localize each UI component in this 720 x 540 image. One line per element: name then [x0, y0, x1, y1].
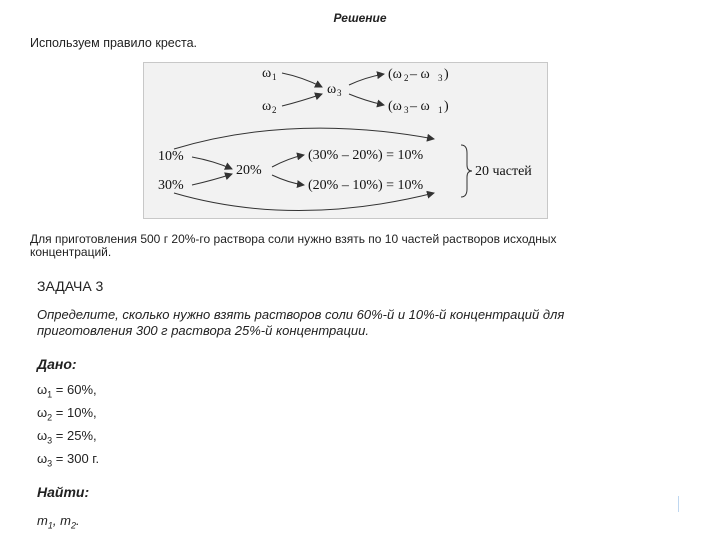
w1-symbol: ω — [262, 66, 272, 81]
given-2-subscript: 2 — [47, 412, 53, 423]
intro-text: Используем правило креста. — [30, 36, 197, 50]
m1-symbol: m — [37, 513, 48, 528]
c3-value: 20% — [236, 163, 262, 178]
c1-value: 10% — [158, 149, 184, 164]
bottom-result-close: ) — [444, 99, 449, 114]
given-3-subscript: 3 — [47, 435, 53, 446]
given-line-3 — [37, 428, 97, 446]
given-3-symbol: ω — [37, 428, 48, 443]
solution-description: Для приготовления 500 г 20%-го раствора соли нужно взять по 10 частей растворов исходных концентраций. — [30, 232, 557, 259]
given-1-subscript: 1 — [47, 389, 53, 400]
top-result-open: (ω — [388, 67, 402, 82]
top-result-mid: – ω — [410, 67, 430, 82]
w3-subscript: 3 — [337, 88, 342, 98]
answer-separator: , — [52, 513, 61, 528]
given-2-symbol: ω — [37, 405, 48, 420]
given-4-symbol: ω — [37, 451, 48, 466]
arrow-c2-to-c3 — [192, 174, 232, 185]
arrow-w2-to-w3 — [282, 94, 322, 106]
text-cursor-mark — [678, 496, 679, 512]
task-condition: Определите, сколько нужно взять растворов соли 60%-й и 10%-й концентраций для приготовления 300 г раствора 25%-й концентрации. — [37, 307, 565, 338]
arrow-w3-to-top — [349, 74, 384, 85]
given-4-value: = 300 г. — [52, 451, 100, 466]
top-result-sub-b: 3 — [438, 73, 443, 83]
row2-equation: (20% – 10%) = 10% — [308, 178, 424, 193]
arrow-c3-to-row2 — [272, 175, 304, 185]
answer-end: . — [75, 513, 80, 528]
find-heading: Найти: — [37, 484, 90, 500]
w3-symbol: ω — [327, 82, 337, 97]
long-arrow-bottom — [174, 193, 434, 211]
bottom-result-mid: – ω — [410, 99, 430, 114]
given-4-subscript: 3 — [47, 458, 53, 469]
curly-brace — [461, 145, 472, 197]
arrow-w3-to-bottom — [349, 94, 384, 105]
total-parts: 20 частей — [475, 164, 532, 179]
top-result-sub-a: 2 — [404, 73, 409, 83]
task-heading: ЗАДАЧА 3 — [37, 278, 104, 294]
given-1-symbol: ω — [37, 382, 48, 397]
w2-symbol: ω — [262, 99, 272, 114]
arrow-c1-to-c3 — [192, 157, 232, 169]
given-line-1 — [37, 382, 97, 400]
given-3-value: = 25%, — [52, 428, 97, 443]
bottom-result-open: (ω — [388, 99, 402, 114]
w2-subscript: 2 — [272, 105, 277, 115]
row1-equation: (30% – 20%) = 10% — [308, 148, 424, 163]
w1-subscript: 1 — [272, 72, 277, 82]
long-arrow-top — [174, 128, 434, 149]
find-targets — [37, 513, 80, 531]
top-result-close: ) — [444, 67, 449, 82]
given-1-value: = 60%, — [52, 382, 97, 397]
m2-symbol: m — [60, 513, 71, 528]
cross-rule-diagram — [143, 62, 548, 219]
m1-subscript: 1 — [47, 520, 53, 531]
c2-value: 30% — [158, 178, 184, 193]
arrow-w1-to-w3 — [282, 73, 322, 87]
given-2-value: = 10%, — [52, 405, 97, 420]
bottom-result-sub-a: 3 — [404, 105, 409, 115]
bottom-result-sub-b: 1 — [438, 105, 443, 115]
given-line-4 — [37, 451, 99, 469]
given-heading: Дано: — [37, 356, 77, 372]
arrow-c3-to-row1 — [272, 155, 304, 167]
solution-title: Решение — [333, 11, 387, 25]
m2-subscript: 2 — [70, 520, 76, 531]
cross-rule-svg — [144, 63, 547, 218]
given-line-2 — [37, 405, 97, 423]
